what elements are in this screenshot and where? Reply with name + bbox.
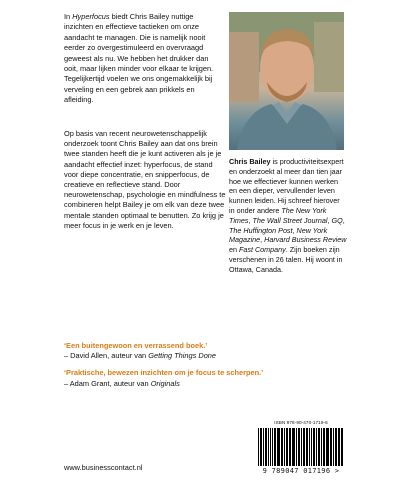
- barcode-bar: [266, 428, 268, 466]
- barcode-bar: [293, 428, 295, 466]
- publication-nyt: The New York Times: [229, 205, 327, 225]
- barcode-bar: [278, 428, 280, 466]
- research-paragraph: Op basis van recent neurowetenschappelijk onderzoek toont Chris Bailey aan dat ons brein twee standen heeft die je kunt activeren als je je aandacht effectief inzet: hyperfocus, de stand voor diepe concentratie, en snipperfocus, de creatieve en reflectieve stand. Door neurowetenschap, psychologie en mindfulness te combineren helpt Bailey je om elk van deze twee mentale standen optimaal te benutten. Zo krijg je meer focus in je werk en je leven.: [64, 129, 226, 230]
- endorser-book: Getting Things Done: [148, 351, 217, 361]
- barcode-bar: [314, 428, 315, 466]
- endorser-book: Originals: [150, 378, 180, 388]
- barcode-bar: [263, 428, 264, 466]
- bio-sep: ,: [292, 225, 297, 235]
- barcode-bars: [258, 428, 344, 466]
- endorsement-quote: ‘Een buitengewoon en verrassend boek.’: [64, 341, 208, 350]
- endorsement-source: [64, 351, 364, 361]
- barcode-bar: [304, 428, 305, 466]
- barcode-digits: 9 789047 017196 >: [262, 467, 340, 475]
- endorser: – David Allen, auteur van: [64, 351, 149, 361]
- barcode-bar: [324, 428, 325, 466]
- barcode-bar: [274, 428, 275, 466]
- publication-wsj: The Wall Street Journal: [252, 215, 328, 225]
- intro-paragraph: [64, 12, 224, 106]
- barcode-bar: [339, 428, 340, 466]
- barcode-bar: [299, 428, 300, 466]
- barcode-bar: [319, 428, 320, 466]
- barcode-bar: [342, 428, 343, 466]
- bio-sep: ,: [342, 215, 345, 225]
- author-photo: [229, 12, 344, 150]
- barcode-bar: [327, 428, 329, 466]
- barcode-bar: [258, 428, 259, 466]
- publication-huffpost: The Huffington Post: [229, 225, 293, 235]
- bio-sep: ,: [248, 215, 253, 225]
- endorsement-source: [64, 379, 364, 389]
- bio-sep: en: [229, 245, 239, 255]
- barcode-bar: [289, 428, 290, 466]
- barcode-bar: [268, 428, 269, 466]
- endorsements: [64, 341, 364, 396]
- barcode-image: [258, 428, 344, 466]
- publication-fastcompany: Fast Company: [239, 245, 286, 255]
- endorser: – Adam Grant, auteur van: [64, 378, 151, 388]
- barcode-bar: [284, 428, 285, 466]
- author-name: Chris Bailey: [229, 157, 271, 166]
- author-bio: [229, 157, 347, 275]
- bio-sep: ,: [260, 235, 265, 245]
- author-portrait-image: [229, 12, 344, 150]
- barcode-bar: [335, 428, 336, 466]
- isbn-barcode: [252, 420, 350, 478]
- publication-hbr: Harvard Business Review: [264, 235, 347, 245]
- barcode-bar: [330, 428, 331, 466]
- endorsement-quote: ‘Praktische, bewezen inzichten om je focus te scherpen.’: [64, 368, 264, 378]
- bio-sep: ,: [327, 215, 332, 225]
- book-title-italic: Hyperfocus: [72, 12, 110, 21]
- isbn-label: ISBN 978-90-470-1719-6: [274, 420, 328, 425]
- bio-text: is productiviteitsexpert en onderzoekt al meer dan tien jaar hoe we effectiever kunnen werken en een dieper, vervullender leven kunnen leiden. Hij schreef hierover in onder andere: [229, 157, 344, 215]
- publisher-website: www.businesscontact.nl: [64, 463, 143, 472]
- publication-gq: GQ: [331, 215, 343, 225]
- barcode-bar: [309, 428, 311, 466]
- publication-nymag: New York Magazine: [229, 225, 328, 245]
- bio-text-end: . Zijn boeken zijn verschenen in 26 talen. Hij woont in Ottawa, Canada.: [229, 245, 343, 274]
- intro-text-start: In: [64, 12, 73, 21]
- intro-text-rest: biedt Chris Bailey nuttige inzichten en effectieve tactieken om onze aandacht te managen. Die is namelijk nooit eerder zo overgestimuleerd en overvraagd geweest als nu. We hebben het drukker dan ooit, maar lijken minder voor elkaar te krijgen. Tegelijkertijd voelen we ons ongemakkelijk bij verveling en een gebrek aan prikkels en afleiding.: [64, 12, 214, 105]
